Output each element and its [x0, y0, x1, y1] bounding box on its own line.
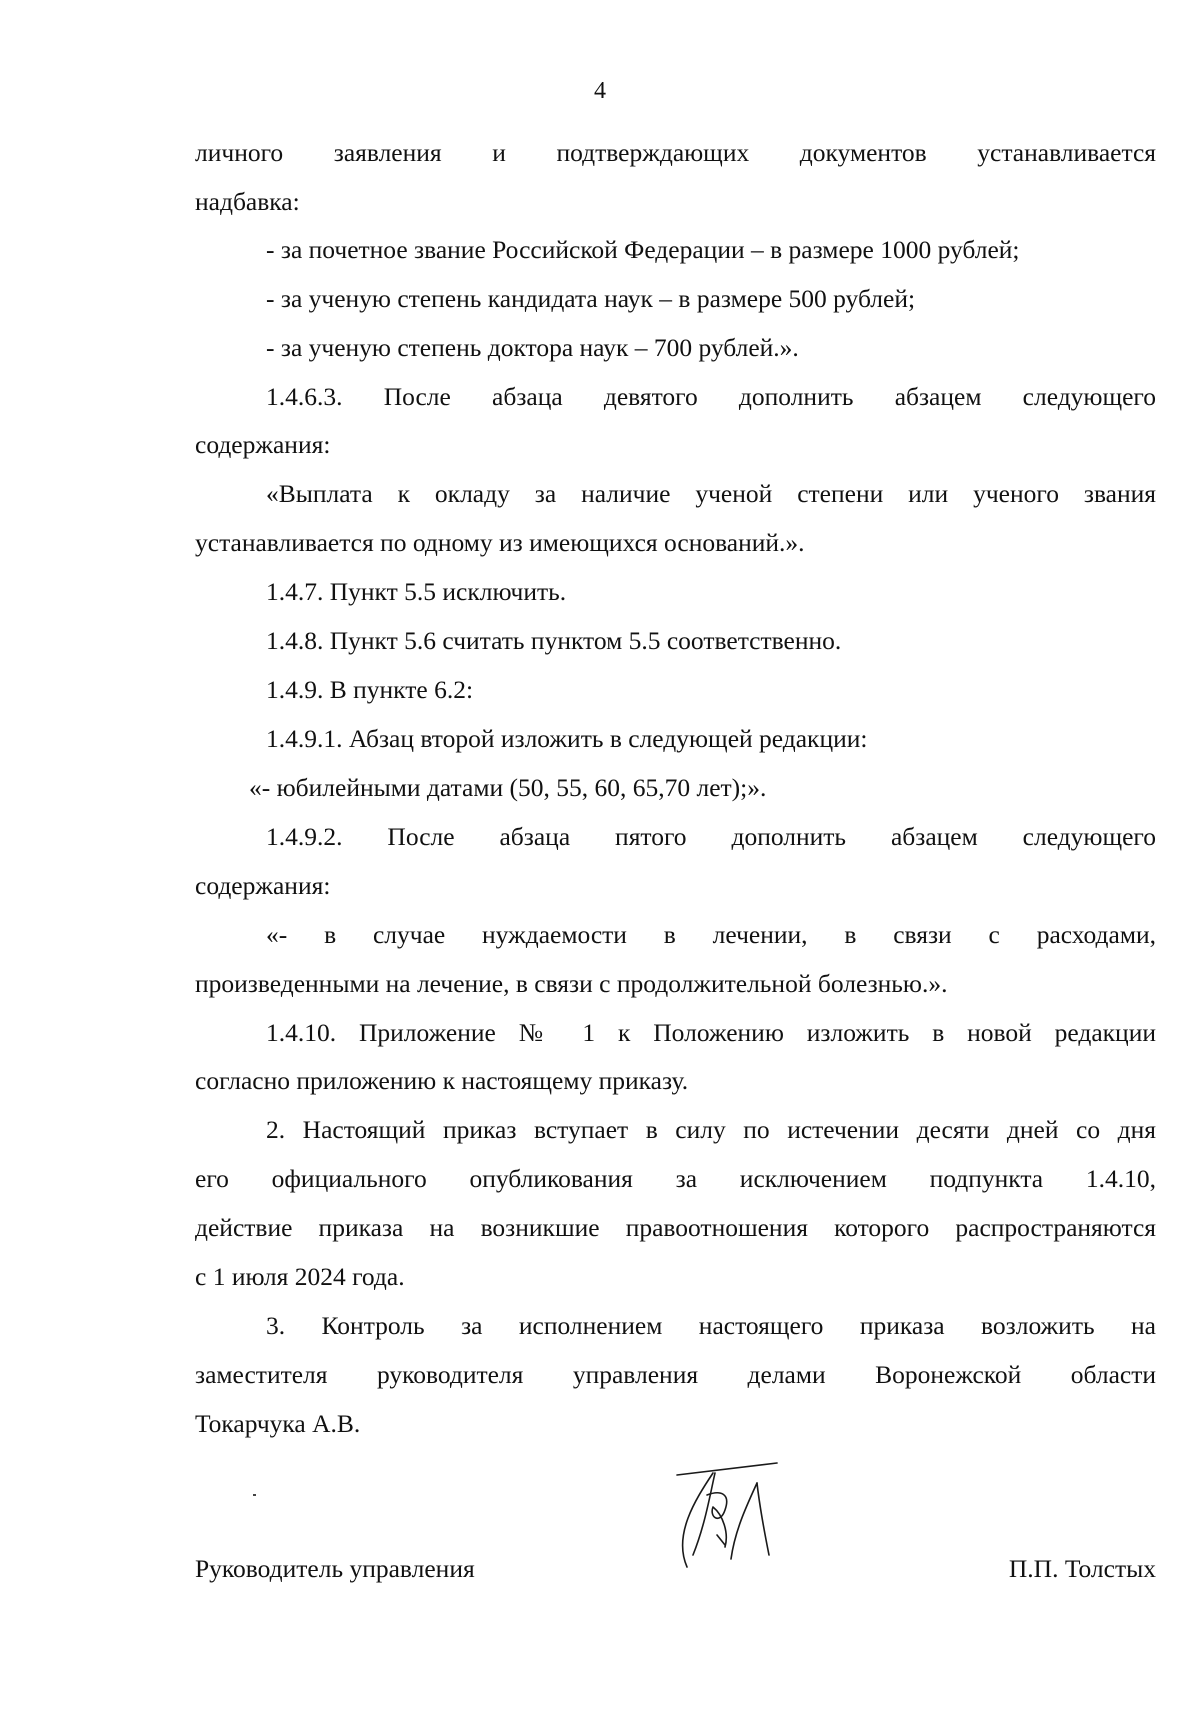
- text-line: 1.4.7. Пункт 5.5 исключить.: [266, 577, 567, 606]
- text-line: 1.4.9.1. Абзац второй изложить в следующей редакции:: [266, 724, 868, 753]
- text-line: 1.4.6.3. После абзаца девятого дополнить абзацем следующего: [266, 382, 1156, 411]
- page-number: 4: [594, 78, 606, 104]
- text-line: согласно приложению к настоящему приказу.: [195, 1066, 689, 1095]
- text-line: «- юбилейными датами (50, 55, 60, 65,70 лет);».: [249, 773, 767, 802]
- text-line: содержания:: [195, 871, 331, 900]
- text-line: «Выплата к окладу за наличие ученой степени или ученого звания: [266, 479, 1156, 508]
- text-line: 1.4.9.2. После абзаца пятого дополнить абзацем следующего: [266, 822, 1156, 851]
- text-line: 3. Контроль за исполнением настоящего приказа возложить на: [266, 1311, 1156, 1340]
- text-line: надбавка:: [195, 187, 300, 216]
- text-line: 2. Настоящий приказ вступает в силу по истечении десяти дней со дня: [266, 1115, 1156, 1144]
- text-line: устанавливается по одному из имеющихся оснований.».: [195, 528, 805, 557]
- list-item: - за ученую степень кандидата наук – в размере 500 рублей;: [266, 284, 916, 313]
- text-line: 1.4.10. Приложение № 1 к Положению изложить в новой редакции: [266, 1018, 1156, 1047]
- text-line: с 1 июля 2024 года.: [195, 1262, 405, 1291]
- text-line: 1.4.8. Пункт 5.6 считать пунктом 5.5 соответственно.: [266, 626, 842, 655]
- text-line: произведенными на лечение, в связи с продолжительной болезнью.».: [195, 969, 948, 998]
- signature-name: П.П. Толстых: [1008, 1554, 1156, 1583]
- text-line: содержания:: [195, 430, 331, 459]
- handwritten-signature: [665, 1455, 795, 1585]
- text-line: Токарчука А.В.: [195, 1409, 361, 1438]
- text-line: 1.4.9. В пункте 6.2:: [266, 675, 474, 704]
- text-line: «- в случае нуждаемости в лечении, в связи с расходами,: [266, 920, 1156, 949]
- signature-position-label: Руководитель управления: [195, 1554, 475, 1583]
- text-line: личного заявления и подтверждающих документов устанавливается: [195, 138, 1156, 167]
- scan-speck: [253, 1494, 256, 1496]
- list-item: - за почетное звание Российской Федерации – в размере 1000 рублей;: [266, 235, 1020, 264]
- text-line: заместителя руководителя управления делами Воронежской области: [195, 1360, 1156, 1389]
- text-line: действие приказа на возникшие правоотношения которого распространяются: [195, 1213, 1156, 1242]
- list-item: - за ученую степень доктора наук – 700 рублей.».: [266, 333, 799, 362]
- text-line: его официального опубликования за исключением подпункта 1.4.10,: [195, 1164, 1156, 1193]
